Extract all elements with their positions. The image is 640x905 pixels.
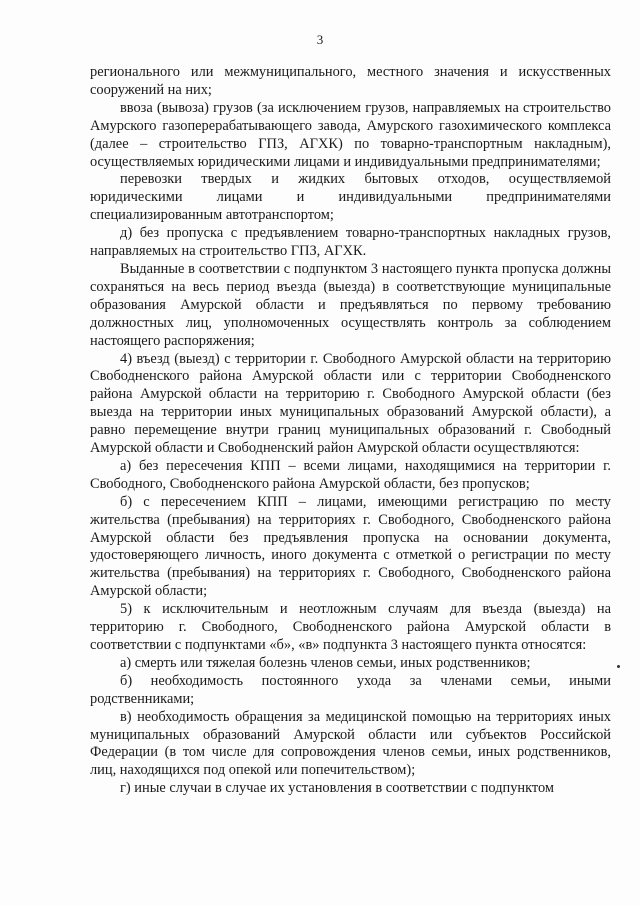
paragraph: перевозки твердых и жидких бытовых отходов, осуществляемой юридическими лицами и индивидуальными предпринимателями специализированным автотранспортом; [90, 171, 611, 224]
scan-speck [617, 665, 620, 668]
paragraph: б) необходимость постоянного ухода за членами семьи, иными родственниками; [90, 672, 611, 707]
paragraph: б) с пересечением КПП – лицами, имеющими регистрацию по месту жительства (пребывания) на территориях г. Свободного, Свободненского района Амурской области без предъявления пропуска на основании документа, удостоверяющего личность, иного документа с отметкой о регистрации по месту жительства (пребывания) на территориях г. Свободного, Свободненского района Амурской области; [90, 493, 611, 600]
paragraph: ввоза (вывоза) грузов (за исключением грузов, направляемых на строительство Амурского газоперерабатывающего завода, Амурского газохимического комплекса (далее – строительство ГПЗ, АГХК) по товарно-транспортным накладным), осуществляемых юридическими лицами и индивидуальными предпринимателями; [90, 99, 611, 170]
paragraph: а) смерть или тяжелая болезнь членов семьи, иных родственников; [120, 654, 531, 671]
paragraph: Выданные в соответствии с подпунктом 3 настоящего пункта пропуска должны сохраняться на весь период въезда (выезда) в соответствующие муниципальные образования Амурской области и предъявляться по первому требованию должностных лиц, уполномоченных осуществлять контроль за соблюдением настоящего распоряжения; [90, 260, 611, 349]
paragraph: д) без пропуска с предъявлением товарно-транспортных накладных грузов, направляемых на строительство ГПЗ, АГХК. [90, 225, 611, 260]
document-body [90, 64, 611, 798]
paragraph: 4) въезд (выезд) с территории г. Свободного Амурской области на территорию Свободненского района Амурской области или с территории Свободненского района Амурской области на территорию г. Свободного Амурской области (без выезда на территории иных муниципальных образований Амурской области), а равно перемещение внутри границ муниципальных образований г. Свободный Амурской области и Свободненский район Амурской области осуществляются: [90, 350, 611, 457]
paragraph: а) без пересечения КПП – всеми лицами, находящимися на территории г. Свободного, Свободненского района Амурской области, без пропусков; [90, 457, 611, 492]
paragraph: регионального или межмуниципального, местного значения и искусственных сооружений на них; [90, 64, 611, 98]
page-number: 3 [316, 32, 324, 47]
paragraph: г) иные случаи в случае их установления в соответствии с подпунктом [120, 780, 555, 797]
paragraph: в) необходимость обращения за медицинской помощью на территориях иных муниципальных образований Амурской области или субъектов Российской Федерации (в том числе для сопровождения членов семьи, иных родственников, лиц, находящихся под опекой или попечительством); [90, 708, 611, 779]
paragraph: 5) к исключительным и неотложным случаям для въезда (выезда) на территорию г. Свободного, Свободненского района Амурской области в соответствии с подпунктами «б», «в» подпункта 3 настоящего пункта относятся: [90, 601, 611, 653]
